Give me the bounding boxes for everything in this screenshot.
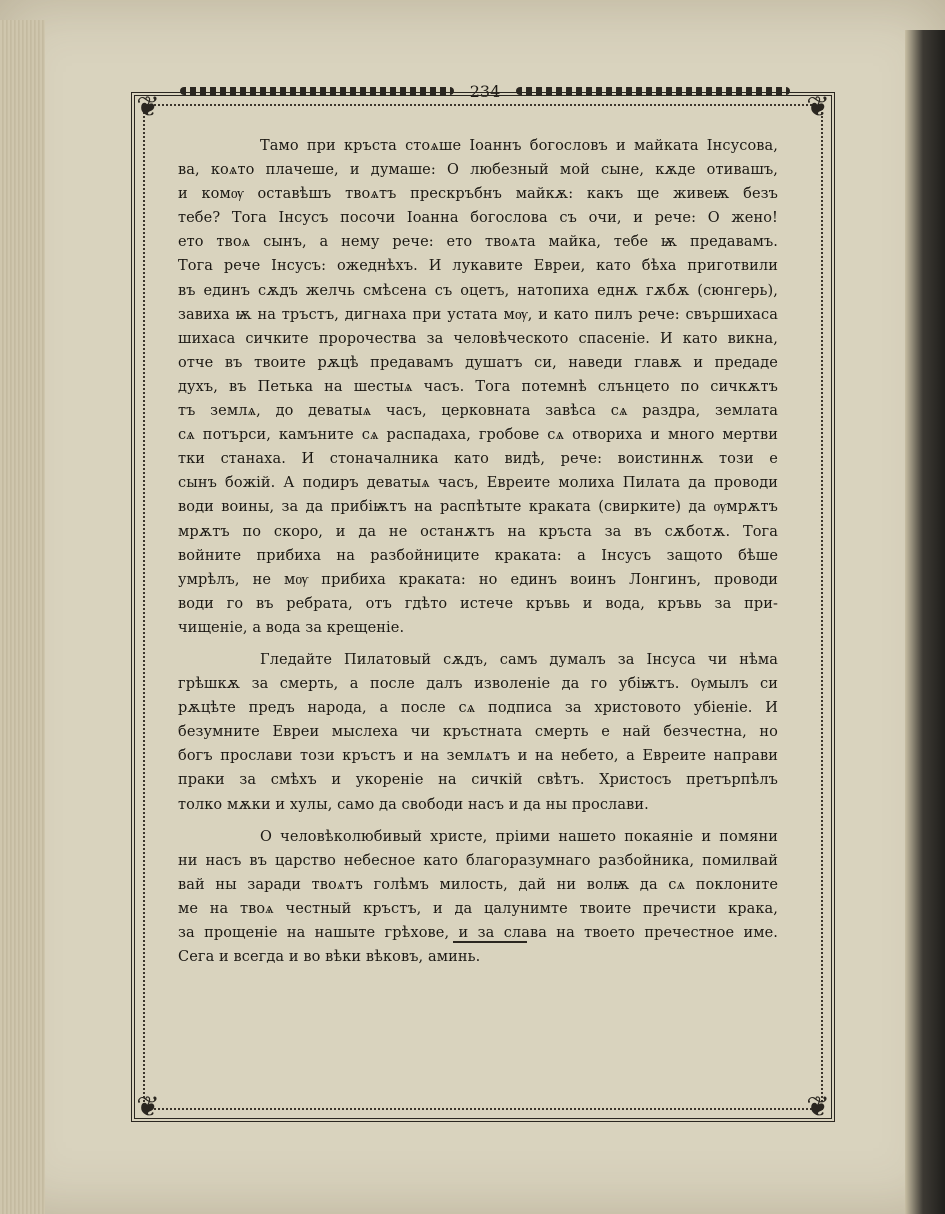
- closing-rule: [453, 941, 527, 943]
- text-line: О человѣколюбивый христе, пріими нашето покаяніе и помяни: [260, 828, 778, 845]
- text-line: вай ны заради твоѧтъ голѣмъ милость, дай ни волѭ да сѧ поклоните: [178, 876, 778, 893]
- text-line: грѣшкѫ за смерть, а после далъ изволеніе да го убіѭтъ. Ѹмылъ си: [178, 676, 778, 693]
- text-line: шихаса сичките пророчества за человѣческото спасеніе. И като викна,: [178, 330, 778, 347]
- text-line: ме на твоѧ честный кръстъ, и да цалунимте твоите пречисти крака,: [178, 900, 778, 917]
- text-line: Гледайте Пилатовый сѫдъ, самъ думалъ за Інсуса чи нѣма: [260, 651, 778, 668]
- text-line: войните прибиха на разбойниците краката: а Інсусъ защото бѣше: [178, 547, 778, 564]
- paragraph: [178, 134, 778, 640]
- text-line: води воины, за да прибіѭтъ на распѣтыте краката (свирките) да ѹмрѫтъ: [178, 499, 778, 516]
- text-line: води го въ ребрата, отъ гдѣто истече кръвь и вода, кръвь за при-: [178, 595, 778, 612]
- text-line: умрѣлъ, не мѹ прибиха краката: но единъ воинъ Лонгинъ, проводи: [178, 571, 778, 588]
- text-line: тки станаха. И стоначалника като видѣ, рече: воистиннѫ този е: [178, 451, 778, 468]
- text-line: тъ землѧ, до деватыѧ часъ, церковната завѣса сѧ раздра, землата: [178, 403, 778, 420]
- paragraph: [178, 825, 778, 970]
- corner-ornament-icon: ❦: [806, 1090, 830, 1123]
- corner-ornament-icon: ❦: [136, 1090, 160, 1123]
- paragraph: [178, 648, 778, 817]
- text-line: богъ прослави този кръстъ и на землѧтъ и на небето, а Евреите направи: [178, 748, 778, 765]
- text-line: Тамо при кръста стоѧше Іоаннъ богословъ и майката Інсусова,: [260, 138, 778, 154]
- text-line: мрѫтъ по скоро, и да не останѫтъ на кръста за въ сѫботѫ. Тога: [178, 523, 778, 540]
- text-line: ето твоѧ сынъ, а нему рече: ето твоѧта майка, тебе ѭ предавамъ.: [178, 234, 778, 251]
- paragraph-gap: [178, 817, 778, 825]
- corner-ornament-icon: ❦: [806, 90, 830, 123]
- text-line: Тога рече Інсусъ: ожеднѣхъ. И лукавите Евреи, като бѣха приготвили: [178, 258, 778, 275]
- stacked-page-edges: [0, 20, 45, 1214]
- corner-ornament-icon: ❦: [136, 90, 160, 123]
- paragraph-gap: [178, 640, 778, 648]
- text-line: ва, коѧто плачеше, и думаше: О любезный мой сыне, кѫде отивашъ,: [178, 162, 778, 179]
- text-line: и комѹ оставѣшъ твоѧтъ прескръбнъ майкѫ: какъ ще живеѭ безъ: [178, 186, 778, 203]
- text-line: толко мѫки и хулы, само да свободи насъ и да ны прослави.: [178, 796, 649, 813]
- text-line: праки за смѣхъ и укореніе на сичкій свѣтъ. Христосъ претърпѣлъ: [178, 772, 778, 789]
- text-line: сынъ божій. А подиръ деватыѧ часъ, Евреите молиха Пилата да проводи: [178, 475, 778, 492]
- text-line: чищеніе, а вода за крещеніе.: [178, 619, 405, 636]
- book-spine-shadow: [905, 30, 945, 1214]
- text-line: Сега и всегда и во вѣки вѣковъ, аминь.: [178, 949, 481, 966]
- text-line: въ единъ сѫдъ желчь смѣсена съ оцетъ, натопиха еднѫ гѫбѫ (сюнгерь),: [178, 282, 778, 299]
- text-line: отче въ твоите рѫцѣ предавамъ душатъ си, наведи главѫ и предаде: [178, 354, 778, 371]
- body-text: [178, 134, 778, 969]
- text-line: безумните Евреи мыслеха чи кръстната смерть е най безчестна, но: [178, 724, 778, 741]
- text-line: рѫцѣте предъ народа, а после сѧ подписа за христовото убіеніе. И: [178, 700, 778, 717]
- text-line: ни насъ въ царство небесное като благоразумнаго разбойника, помилвай: [178, 852, 778, 869]
- text-line: тебе? Тога Інсусъ посочи Іоанна богослова съ очи, и рече: О жено!: [178, 210, 778, 227]
- page-number: 234: [464, 82, 507, 101]
- text-line: за прощеніе на нашыте грѣхове, и за слава на твоето пречестное име.: [178, 925, 778, 941]
- text-line: сѧ потърси, камъните сѧ распадаха, гробове сѧ отвориха и много мертви: [178, 427, 778, 444]
- text-line: завиха ѭ на тръстъ, дигнаха при устата мѹ, и като пилъ рече: свършихаса: [178, 306, 778, 323]
- text-line: духъ, въ Петька на шестыѧ часъ. Тога потемнѣ слънцето по сичкѫтъ: [178, 378, 778, 395]
